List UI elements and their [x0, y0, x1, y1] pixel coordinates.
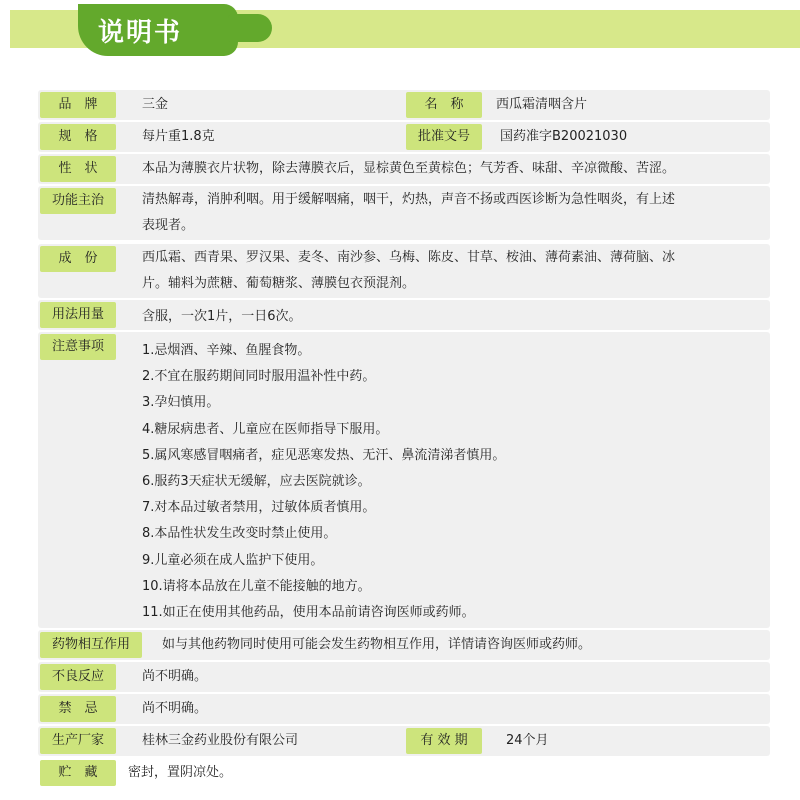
list-item: 4.糖尿病患者、儿童应在医师指导下服用。 — [142, 421, 389, 437]
row-adverse — [38, 662, 770, 692]
value-adverse: 尚不明确。 — [142, 669, 208, 684]
label-contraindications: 禁 忌 — [40, 696, 116, 722]
row-storage — [38, 758, 770, 788]
label-ingredients: 成 份 — [40, 246, 116, 272]
value-function-line1: 清热解毒，消肿利咽。用于缓解咽痛，咽干，灼热，声音不扬或西医诊断为急性咽炎，有上述 — [142, 192, 676, 207]
label-usage: 用法用量 — [40, 302, 116, 328]
list-item: 7.对本品过敏者禁用，过敏体质者慎用。 — [142, 500, 376, 516]
precautions-list — [142, 338, 760, 626]
list-item: 6.服药3天症状无缓解，应去医院就诊。 — [142, 474, 371, 490]
row-usage — [38, 300, 770, 330]
label-function: 功能主治 — [40, 188, 116, 214]
value-brand: 三金 — [142, 97, 169, 112]
value-character: 本品为薄膜衣片状物，除去薄膜衣后，显棕黄色至黄棕色；气芳香、味甜、辛凉微酸、苦涩。 — [142, 161, 676, 176]
label-name: 名 称 — [406, 92, 482, 118]
value-spec: 每片重1.8克 — [142, 129, 215, 144]
row-ingredients — [38, 244, 770, 298]
label-spec: 规 格 — [40, 124, 116, 150]
list-item: 3.孕妇慎用。 — [142, 395, 220, 411]
row-function — [38, 186, 770, 240]
label-interaction: 药物相互作用 — [40, 632, 142, 658]
label-storage: 贮 藏 — [40, 760, 116, 786]
label-precautions: 注意事项 — [40, 334, 116, 360]
label-validity: 有 效 期 — [406, 728, 482, 754]
row-brand — [38, 90, 770, 120]
page-title: 说明书 — [98, 18, 183, 48]
list-item: 11.如正在使用其他药品，使用本品前请咨询医师或药师。 — [142, 605, 475, 621]
brush-decoration — [228, 14, 272, 42]
list-item: 10.请将本品放在儿童不能接触的地方。 — [142, 578, 371, 594]
label-character: 性 状 — [40, 156, 116, 182]
label-approval: 批准文号 — [406, 124, 482, 150]
label-adverse: 不良反应 — [40, 664, 116, 690]
value-ingredients-line2: 片。辅料为蔗糖、葡萄糖浆、薄膜包衣预混剂。 — [142, 276, 416, 291]
list-item: 9.儿童必须在成人监护下使用。 — [142, 552, 324, 568]
list-item: 1.忌烟酒、辛辣、鱼腥食物。 — [142, 343, 311, 358]
value-contraindications: 尚不明确。 — [142, 701, 208, 716]
label-brand: 品 牌 — [40, 92, 116, 118]
value-usage: 含服，一次1片，一日6次。 — [142, 309, 302, 324]
value-storage: 密封，置阴凉处。 — [128, 765, 233, 780]
list-item: 5.属风寒感冒咽痛者，症见恶寒发热、无汗、鼻流清涕者慎用。 — [142, 447, 506, 463]
value-ingredients-line1: 西瓜霜、西青果、罗汉果、麦冬、南沙参、乌梅、陈皮、甘草、桉油、薄荷素油、薄荷脑、冰 — [142, 250, 676, 265]
row-manufacturer — [38, 726, 770, 756]
label-manufacturer: 生产厂家 — [40, 728, 116, 754]
value-validity: 24个月 — [506, 733, 549, 748]
list-item: 8.本品性状发生改变时禁止使用。 — [142, 526, 337, 542]
row-character — [38, 154, 770, 184]
value-interaction: 如与其他药物同时使用可能会发生药物相互作用，详情请咨询医师或药师。 — [162, 637, 592, 652]
value-manufacturer: 桂林三金药业股份有限公司 — [142, 733, 299, 748]
value-approval: 国药准字B20021030 — [500, 129, 628, 144]
value-function-line2: 表现者。 — [142, 218, 195, 233]
value-name: 西瓜霜清咽含片 — [496, 97, 588, 112]
row-spec — [38, 122, 770, 152]
list-item: 2.不宜在服药期间同时服用温补性中药。 — [142, 369, 376, 385]
row-contraindications — [38, 694, 770, 724]
row-interaction — [38, 630, 770, 660]
row-precautions — [38, 332, 770, 628]
